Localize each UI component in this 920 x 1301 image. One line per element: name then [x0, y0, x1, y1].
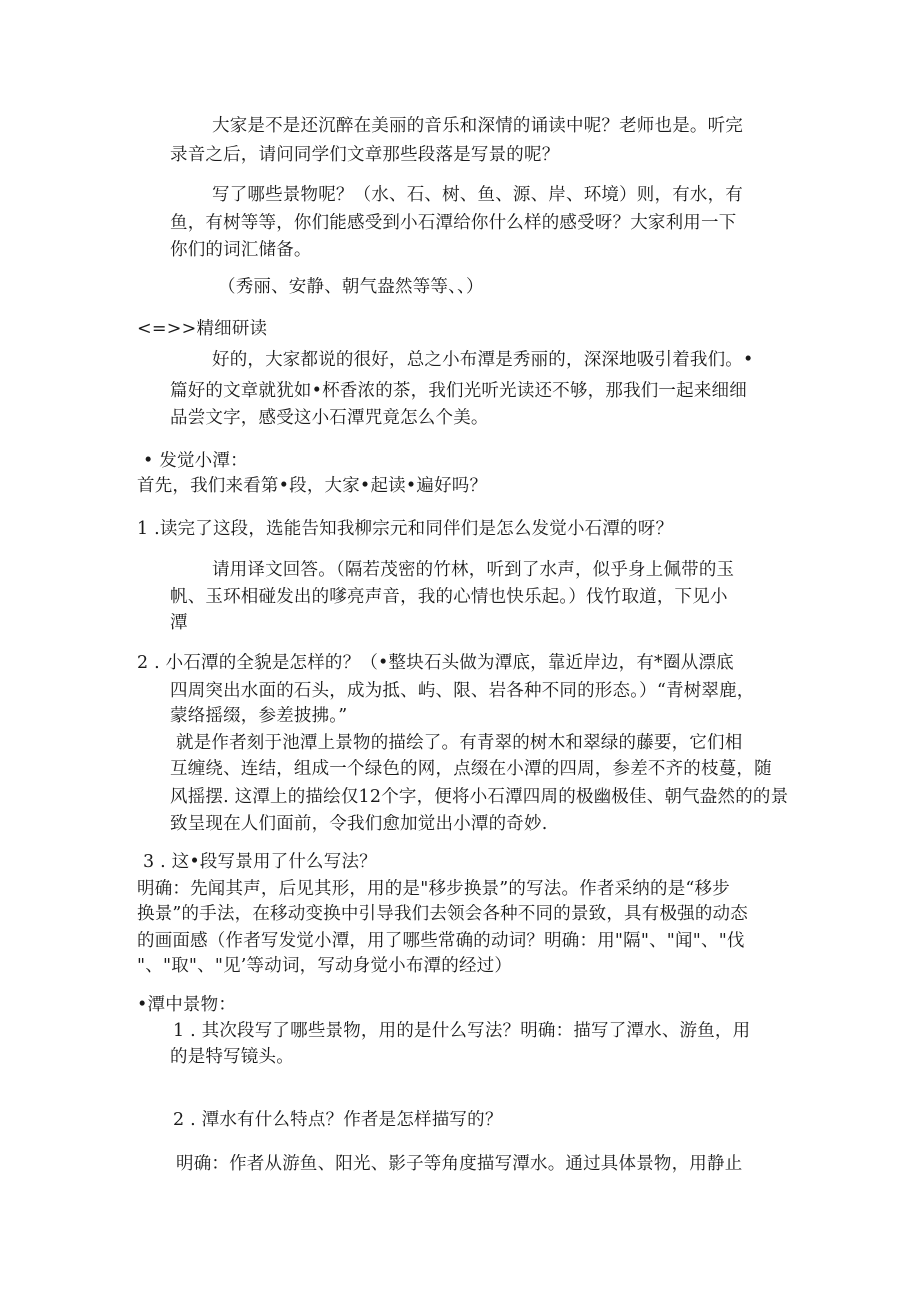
paragraph-line: 潭: [170, 613, 188, 633]
paragraph-line: 大家是不是还沉醉在美丽的音乐和深情的诵读中呢？老师也是。听完: [212, 116, 743, 136]
paragraph-line: 品尝文字，感受这小石潭咒竟怎么个美。: [170, 408, 489, 428]
question-line: 3 . 这•段写景用了什么写法？: [143, 852, 377, 872]
paragraph-line: （秀丽、安静、朝气盎然等等、、）: [218, 277, 484, 297]
section-heading: <=>>精细研读: [137, 319, 268, 339]
paragraph-line: 帆、玉环相碰发出的嗲亮声音，我的心情也快乐起。）伐竹取道，下见小: [170, 587, 728, 607]
paragraph-line: 请用译文回答。（隔若茂密的竹林，听到了水声，似乎身上佩带的玉: [212, 560, 735, 580]
paragraph-line: 录音之后，请问同学们文章那些段落是写景的呢？: [170, 145, 560, 165]
paragraph-line: 首先，我们来看第•段，大家•起读•遍好吗？: [137, 476, 488, 496]
paragraph-line: 你们的词汇储备。: [170, 240, 312, 260]
paragraph-line: 互缠绕、连结，组成一个绿色的网，点缀在小潭的四周，参差不齐的枝蔓，随: [170, 759, 772, 779]
question-line: 1 . 其次段写了哪些景物，用的是什么写法？明确：描写了潭水、游鱼，用: [173, 1021, 751, 1041]
paragraph-line: 的画面感（作者写发觉小潭，用了哪些常确的动词？明确：用"隔"、"闻"、"伐: [137, 931, 745, 951]
subsection-heading: •潭中景物：: [137, 995, 237, 1015]
subsection-heading: • 发觉小潭：: [143, 451, 248, 471]
paragraph-line: 换景”的手法，在移动变换中引导我们去领会各种不同的景致，具有极强的动态: [137, 904, 748, 924]
question-line: 1 .读完了这段，选能告知我柳宗元和同伴们是怎么发觉小石潭的呀？: [137, 519, 674, 539]
paragraph-line: 致呈现在人们面前，令我们愈加觉出小潭的奇妙.: [170, 814, 548, 834]
question-line: 2 . 小石潭的全貌是怎样的？（•整块石头做为潭底，靠近岸边，有*圈从漂底: [137, 653, 734, 673]
paragraph-line: 蒙络摇缀，参差披拂。”: [170, 706, 348, 726]
paragraph-line: 的是特写镜头。: [170, 1047, 294, 1067]
paragraph-line: 明确：先闻其声，后见其形，用的是"移步换景”的写法。作者采纳的是“移步: [137, 879, 730, 899]
paragraph-line: 好的，大家都说的很好，总之小布潭是秀丽的，深深地吸引着我们。•: [212, 350, 754, 370]
paragraph-line: 篇好的文章就犹如•杯香浓的茶，我们光听光读还不够，那我们一起来细细: [170, 381, 747, 401]
paragraph-line: 风摇摆. 这潭上的描绘仅12个字，便将小石潭四周的极幽极佳、朝气盎然的的景: [170, 787, 789, 807]
paragraph-line: 就是作者刻于池潭上景物的描绘了。有青翠的树木和翠绿的藤要，它们相: [176, 733, 743, 753]
paragraph-line: 明确：作者从游鱼、阳光、影子等角度描写潭水。通过具体景物，用静止: [176, 1154, 743, 1174]
paragraph-line: 写了哪些景物呢？（水、石、树、鱼、源、岸、环境）则，有水，有: [212, 185, 743, 205]
paragraph-line: 四周突出水面的石头，成为抵、屿、限、岩各种不同的形态。）“青树翠鹿，: [170, 681, 755, 701]
paragraph-line: "、"取"、"见’等动词，写动身觉小布潭的经过）: [137, 956, 513, 976]
question-line: 2 . 潭水有什么特点？作者是怎样描写的？: [173, 1110, 503, 1130]
paragraph-line: 鱼，有树等等，你们能感受到小石潭给你什么样的感受呀？大家利用一下: [170, 213, 737, 233]
